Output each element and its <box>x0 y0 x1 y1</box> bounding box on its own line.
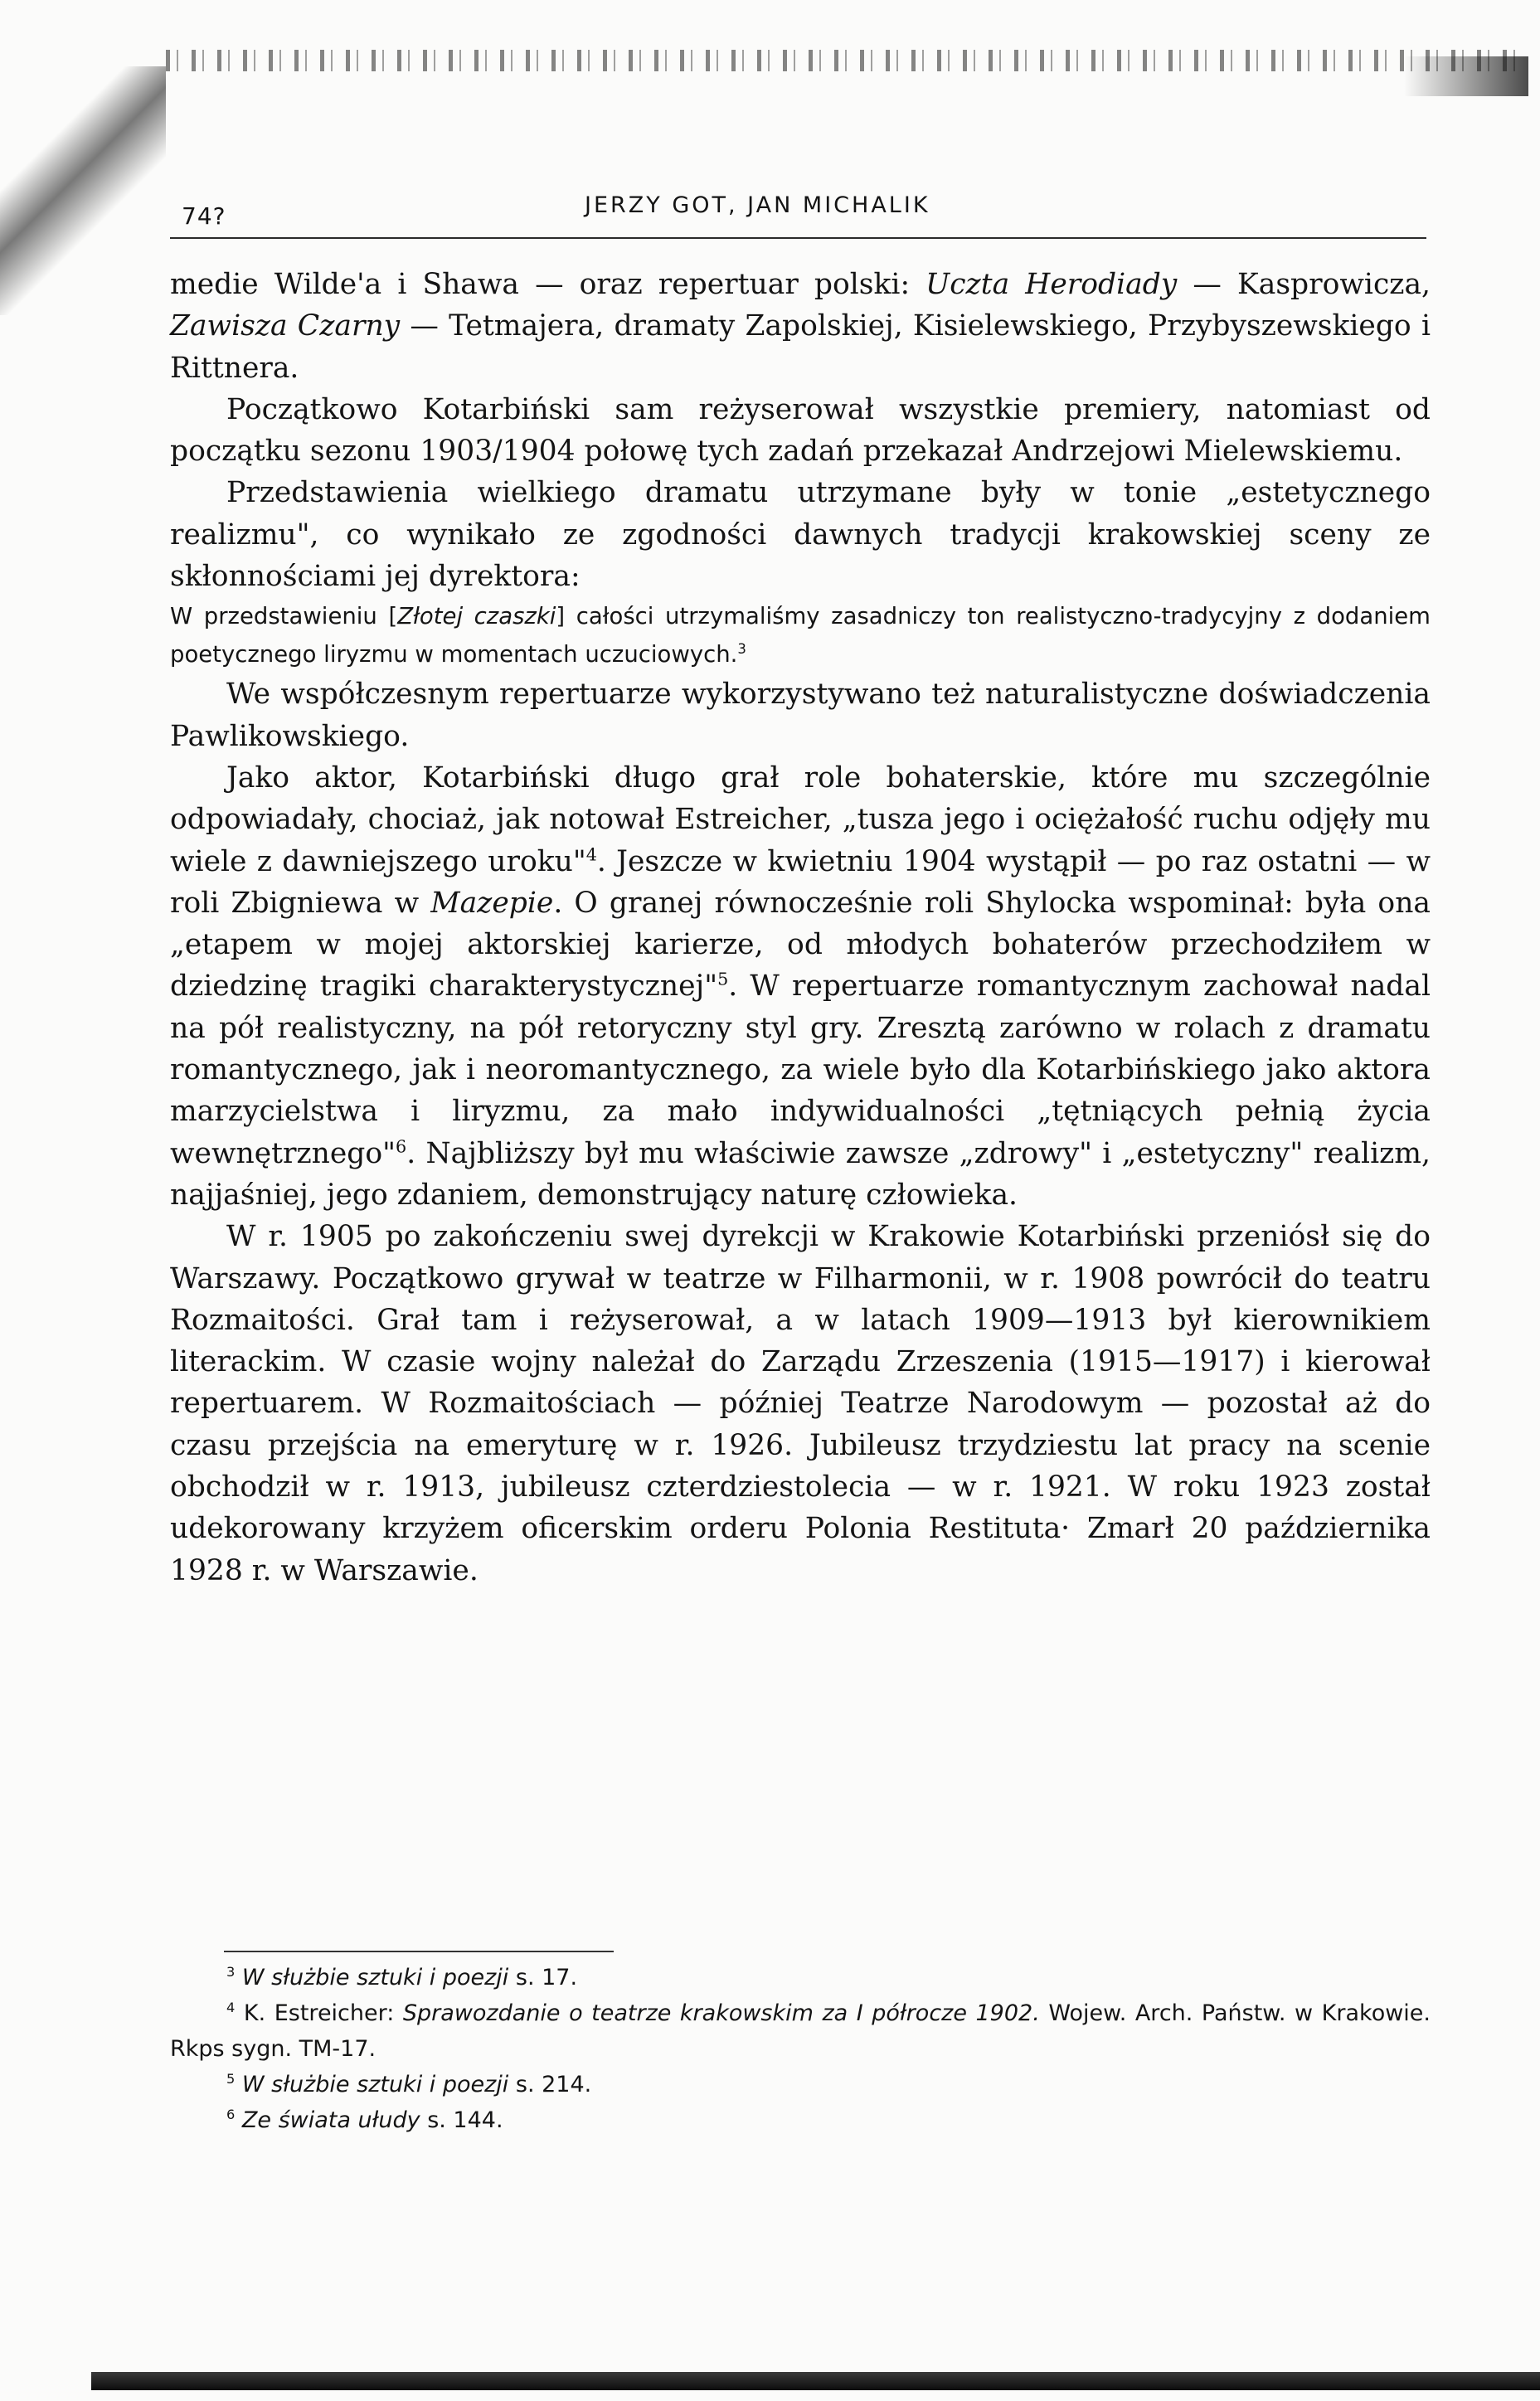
footnote-3 <box>170 1960 1431 1995</box>
text-run: W przedstawieniu [ <box>170 603 398 630</box>
paragraph-1 <box>170 264 1431 389</box>
running-head: JERZY GOT, JAN MICHALIK <box>585 192 930 218</box>
footnote-5 <box>170 2067 1431 2102</box>
footnote-divider <box>224 1951 614 1952</box>
title-italic: Ze świata ułudy <box>241 2107 420 2133</box>
text-run: s. 214. <box>508 2072 592 2097</box>
footnote-6 <box>170 2102 1431 2138</box>
footnote-ref: 4 <box>585 844 597 865</box>
scan-artifact-corner-right <box>1404 56 1528 96</box>
footnote-number: 5 <box>226 2071 236 2087</box>
block-quote <box>170 597 1431 673</box>
text-run: — Tetmajera, dramaty Zapolskiej, Kisielewskiego, Przybyszewskiego i Rittnera. <box>170 309 1431 385</box>
paragraph-5 <box>170 757 1431 1216</box>
body-text <box>170 264 1431 1592</box>
text-run: . Najbliższy był mu właściwie zawsze „zdrowy" i „estetyczny" realizm, najjaśniej, jego zdaniem, demonstrujący naturę człowieka. <box>170 1136 1431 1212</box>
footnote-number: 6 <box>226 2107 236 2122</box>
title-italic: W służbie sztuki i poezji <box>241 2072 509 2097</box>
title-italic: Złotej czaszki <box>397 603 556 630</box>
text-run: medie Wilde'a i Shawa — oraz repertuar polski: <box>170 268 926 301</box>
paragraph-2: Początkowo Kotarbiński sam reżyserował wszystkie premiery, natomiast od początku sezonu 1903/1904 połowę tych zadań przekazał Andrzejowi Mielewskiemu. <box>170 392 1431 469</box>
title-italic: Uczta Herodiady <box>925 268 1178 301</box>
title-italic: Zawisza Czarny <box>170 309 401 343</box>
footnote-4 <box>170 1995 1431 2067</box>
scan-artifact-corner <box>0 66 166 315</box>
text-run: Jako aktor, Kotarbiński długo grał role bohaterskie, które mu szczególnie odpowiadały, chociaż, jak notował Estreicher, „tusza jego i ociężałość ruchu odjęły mu wiele z dawniejszego uroku" <box>170 761 1431 878</box>
paragraph-6: W r. 1905 po zakończeniu swej dyrekcji w Krakowie Kotarbiński przeniósł się do Warszawy. Początkowo grywał w teatrze w Filharmonii, w r. 1908 powrócił do teatru Rozmaitości. Grał tam i reżyserował, a w latach 1909—1913 był kierownikiem literackim. W czasie wojny należał do Zarządu Zrzeszenia (1915—1917) i kierował repertuarem. W Rozmaitościach — później Teatrze Narodowym — pozostał aż do czasu przejścia na emeryturę w r. 1926. Jubileusz trzydziestu lat pracy na scenie obchodził w r. 1913, jubileusz czterdziestolecia — w r. 1921. W roku 1923 został udekorowany krzyżem oficerskim orderu Polonia Restituta· Zmarł 20 października 1928 r. w Warszawie. <box>170 1220 1431 1587</box>
scan-artifact-bottom <box>91 2372 1540 2390</box>
text-run: s. 17. <box>508 1965 578 1990</box>
footnote-ref: 6 <box>396 1136 407 1157</box>
text-run: K. Estreicher: <box>243 2000 403 2026</box>
text-run: s. 144. <box>420 2107 503 2133</box>
scan-artifact-top <box>166 50 1526 71</box>
title-italic: W służbie sztuki i poezji <box>241 1965 509 1990</box>
title-italic: Sprawozdanie o teatrze krakowskim za I półrocze 1902. <box>402 2000 1040 2026</box>
paragraph-3: Przedstawienia wielkiego dramatu utrzymane były w tonie „estetycznego realizmu", co wynikało ze zgodności dawnych tradycji krakowskiej sceny ze skłonnościami jej dyrektora: <box>170 476 1431 594</box>
title-italic: Mazepie <box>430 886 554 920</box>
text-run: — Kasprowicza, <box>1177 268 1431 301</box>
text-run: ] całości utrzymaliśmy zasadniczy ton realistyczno-tradycyjny z dodaniem poetycznego liryzmu w momentach uczuciowych. <box>170 603 1431 668</box>
footnote-number: 3 <box>226 1964 236 1980</box>
footnote-ref: 5 <box>717 969 729 989</box>
text-run: Wojew. Arch. Państw. w Krakowie. Rkps sygn. TM-17. <box>170 2000 1431 2062</box>
paragraph-4: We współczesnym repertuarze wykorzystywano też naturalistyczne doświadczenia Pawlikowskiego. <box>170 678 1431 753</box>
footnote-ref: 3 <box>737 641 746 658</box>
page-number: 74? <box>182 202 226 230</box>
footnote-number: 4 <box>226 2000 236 2015</box>
text-run: . W repertuarze romantycznym zachował nadal na pół realistyczny, na pół retoryczny styl gry. Zresztą zarówno w rolach z dramatu romantycznego, jak i neoromantycznego, za wiele było dla Kotarbińskiego jako aktora marzycielstwa i liryzmu, za mało indywidualności „tętniących pełnią życia wewnętrznego" <box>170 970 1431 1170</box>
text-run: . Jeszcze w kwietniu 1904 wystąpił — po raz ostatni — w roli Zbigniewa w <box>170 844 1431 920</box>
footnotes <box>170 1960 1431 2138</box>
text-run: . O granej równocześnie roli Shylocka wspominał: była ona „etapem w mojej aktorskiej karierze, od młodych bohaterów przechodziłem w dziedzinę tragiki charakterystycznej" <box>170 886 1431 1004</box>
page-header <box>170 187 1426 239</box>
